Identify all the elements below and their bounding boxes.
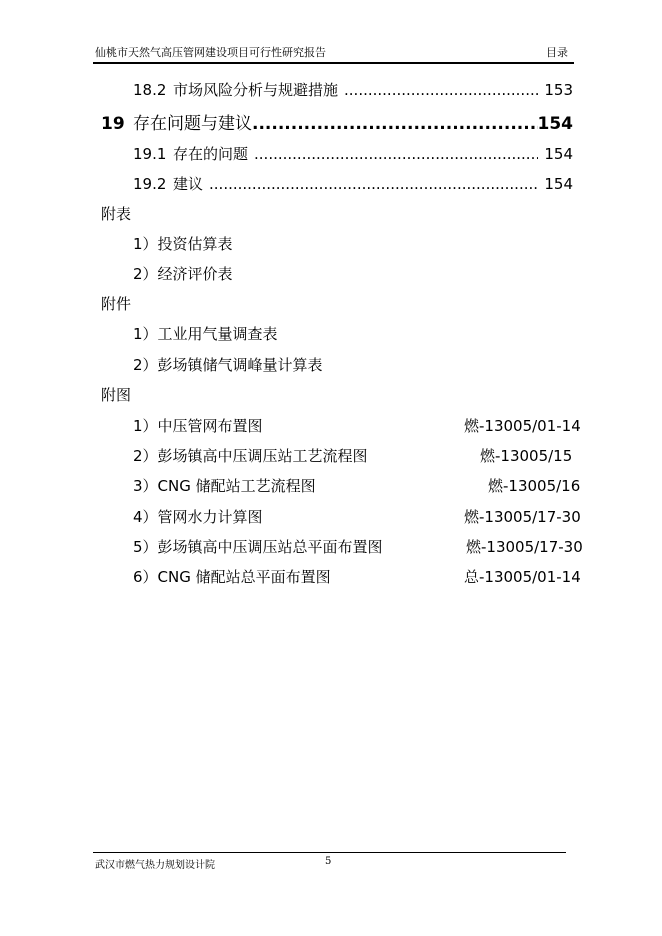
toc-page: 154 bbox=[544, 175, 573, 193]
header-section: 目录 bbox=[546, 46, 568, 59]
toc-entry-19-2[interactable] bbox=[133, 173, 573, 194]
drawings-heading: 附图 bbox=[101, 386, 132, 404]
toc-page: 154 bbox=[544, 145, 573, 163]
attached-table-item[interactable]: 2）经济评价表 bbox=[133, 265, 233, 283]
page-number: 5 bbox=[325, 856, 332, 867]
drawing-item-code: 总-13005/01-14 bbox=[464, 568, 581, 586]
drawing-item-label[interactable]: 2）彭场镇高中压调压站工艺流程图 bbox=[133, 447, 368, 465]
attached-table-item[interactable]: 1）投资估算表 bbox=[133, 235, 233, 253]
toc-leader bbox=[209, 175, 538, 193]
toc-title: 建议 bbox=[173, 175, 204, 193]
drawing-item-code: 燃-13005/15 bbox=[480, 447, 573, 465]
drawing-item-code: 燃-13005/01-14 bbox=[464, 417, 581, 435]
attached-tables-heading: 附表 bbox=[101, 205, 132, 223]
drawing-item-label[interactable]: 3）CNG 储配站工艺流程图 bbox=[133, 477, 316, 495]
toc-leader bbox=[254, 145, 538, 163]
toc-title: 市场风险分析与规避措施 bbox=[173, 81, 339, 99]
drawing-item-code: 燃-13005/17-30 bbox=[464, 508, 581, 526]
drawing-item-code: 燃-13005/17-30 bbox=[466, 538, 583, 556]
drawing-item-code: 燃-13005/16 bbox=[488, 477, 581, 495]
toc-title: 存在问题与建议 bbox=[133, 114, 252, 134]
header-rule bbox=[93, 62, 574, 64]
toc-number: 19.2 bbox=[133, 175, 167, 193]
attachment-item[interactable]: 2）彭场镇储气调峰量计算表 bbox=[133, 356, 323, 374]
toc-leader bbox=[252, 114, 538, 134]
drawing-item-label[interactable]: 5）彭场镇高中压调压站总平面布置图 bbox=[133, 538, 383, 556]
footer-org: 武汉市燃气热力规划设计院 bbox=[95, 860, 215, 871]
toc-number: 19.1 bbox=[133, 145, 167, 163]
toc-entry-19-1[interactable] bbox=[133, 143, 573, 164]
attachment-item[interactable]: 1）工业用气量调查表 bbox=[133, 325, 278, 343]
toc-title: 存在的问题 bbox=[173, 145, 249, 163]
toc-page: 153 bbox=[544, 81, 573, 99]
drawing-item-label[interactable]: 1）中压管网布置图 bbox=[133, 417, 263, 435]
toc-number: 18.2 bbox=[133, 81, 167, 99]
toc-page: 154 bbox=[537, 114, 573, 134]
attachments-heading: 附件 bbox=[101, 295, 132, 313]
drawing-item-label[interactable]: 4）管网水力计算图 bbox=[133, 508, 263, 526]
header-title: 仙桃市天然气高压管网建设项目可行性研究报告 bbox=[95, 46, 326, 59]
toc-entry-19[interactable] bbox=[101, 109, 573, 134]
toc-entry-18-2[interactable] bbox=[133, 79, 573, 100]
toc-number: 19 bbox=[101, 114, 125, 134]
drawing-item-label[interactable]: 6）CNG 储配站总平面布置图 bbox=[133, 568, 331, 586]
toc-leader bbox=[344, 81, 538, 99]
footer-rule bbox=[93, 852, 566, 853]
